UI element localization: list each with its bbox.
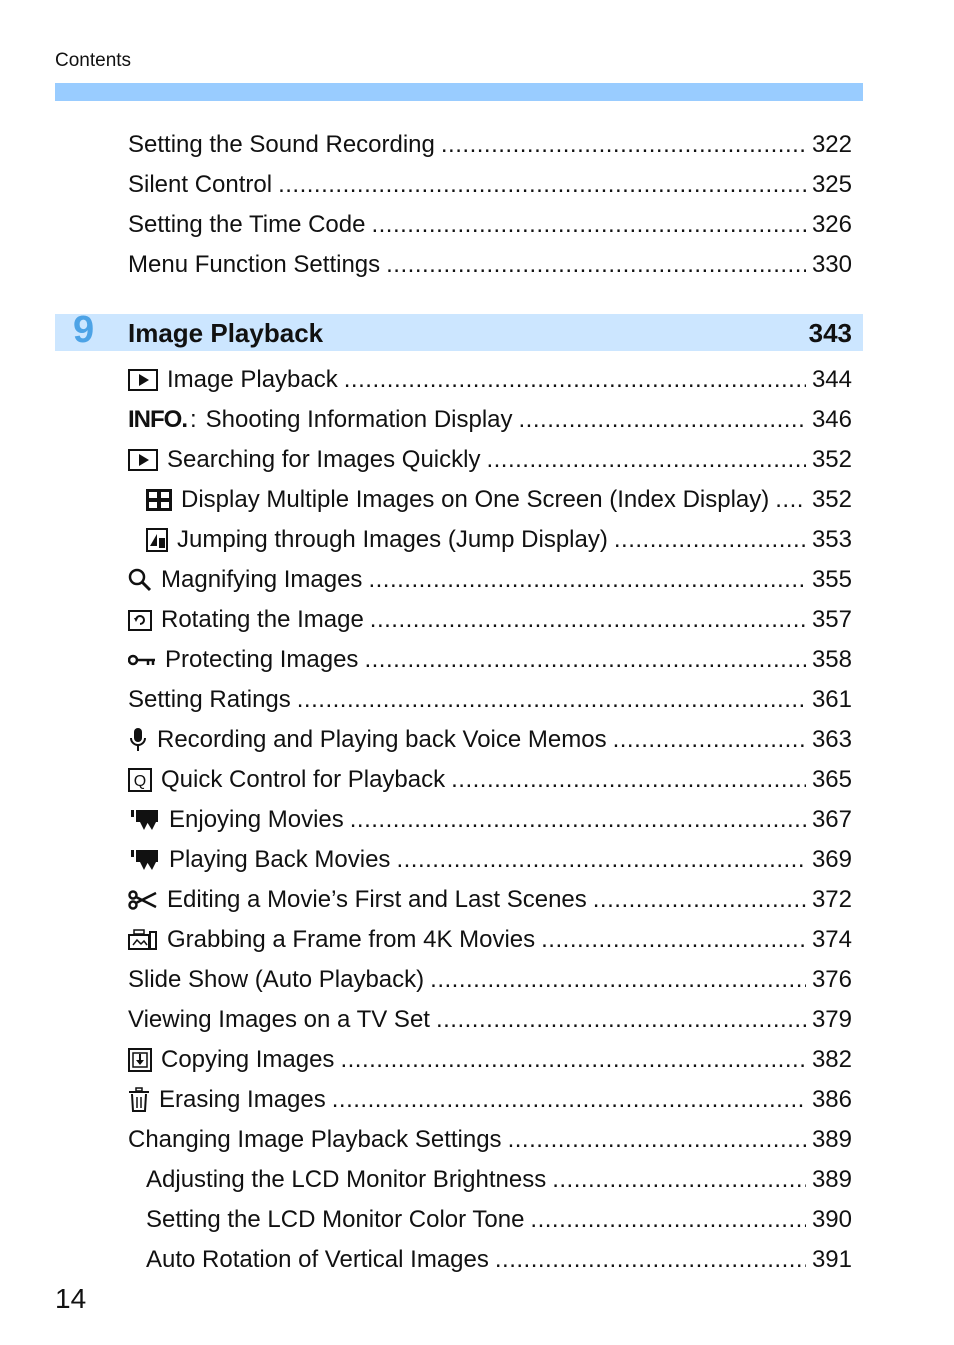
toc-entry-title: Erasing Images	[159, 1086, 326, 1113]
toc-entry-title: Image Playback	[167, 366, 338, 393]
chapter-page: 343	[808, 318, 852, 348]
toc-entry-page: 386	[811, 1086, 852, 1113]
toc-entry-title: Rotating the Image	[161, 606, 364, 633]
dot-leader	[368, 560, 806, 600]
dot-leader	[614, 520, 806, 560]
dot-leader	[552, 1160, 806, 1200]
toc-entry-title-group	[128, 880, 587, 920]
toc-entry-image-playback[interactable]	[128, 360, 852, 400]
toc-entry-title: Adjusting the LCD Monitor Brightness	[146, 1166, 547, 1193]
toc-entry-title: Recording and Playing back Voice Memos	[157, 726, 607, 753]
toc-entry-page: 389	[811, 1126, 852, 1153]
toc-entry-title-group	[128, 205, 365, 245]
toc-entry-title-group	[128, 245, 380, 285]
dot-leader	[344, 360, 806, 400]
toc-entry-menu-function-settings[interactable]	[128, 245, 852, 285]
toc-entry-title: Changing Image Playback Settings	[128, 1126, 502, 1153]
dot-leader	[530, 1200, 806, 1240]
toc-entry-playing-back-movies[interactable]	[128, 840, 852, 880]
toc-entry-title: Menu Function Settings	[128, 251, 381, 278]
toc-entry-title: Searching for Images Quickly	[167, 446, 481, 473]
toc-entry-title-group	[146, 480, 769, 520]
toc-block-2	[128, 360, 852, 1280]
toc-entry-auto-rotation-of-vertical-images[interactable]	[128, 1240, 852, 1280]
key-icon	[128, 653, 156, 667]
toc-entry-title-group	[128, 760, 445, 800]
toc-entry-title: Jumping through Images (Jump Display)	[177, 526, 608, 553]
dot-leader	[451, 760, 806, 800]
playback-icon	[128, 449, 158, 471]
toc-entry-page: 365	[811, 766, 852, 793]
toc-entry-page: 352	[811, 486, 852, 513]
toc-entry-title-group	[128, 800, 344, 840]
toc-entry-setting-ratings[interactable]	[128, 680, 852, 720]
toc-entry-page: 363	[811, 726, 852, 753]
dot-leader	[613, 720, 806, 760]
toc-entry-title-group	[128, 920, 535, 960]
toc-entry-title: Setting the Time Code	[128, 211, 366, 238]
toc-entry-copying-images[interactable]	[128, 1040, 852, 1080]
toc-entry-page: 389	[811, 1166, 852, 1193]
toc-entry-editing-a-movie-s-first-and-last-scenes[interactable]	[128, 880, 852, 920]
toc-entry-display-multiple-images-on-one-screen-index-display[interactable]	[128, 480, 852, 520]
dot-leader	[541, 920, 806, 960]
toc-entry-title: Enjoying Movies	[169, 806, 344, 833]
toc-entry-silent-control[interactable]	[128, 165, 852, 205]
toc-entry-viewing-images-on-a-tv-set[interactable]	[128, 1000, 852, 1040]
toc-entry-title-group	[146, 1160, 546, 1200]
toc-entry-setting-the-sound-recording[interactable]	[128, 125, 852, 165]
dot-leader	[593, 880, 806, 920]
dot-leader	[332, 1080, 806, 1120]
dot-leader	[486, 440, 805, 480]
page-number: 14	[55, 1283, 87, 1314]
info-icon-label: INFO.	[128, 406, 187, 433]
dot-leader	[340, 1040, 806, 1080]
quick-control-icon	[128, 768, 152, 792]
chapter-number: 9	[73, 309, 95, 351]
toc-entry-title: Setting Ratings	[128, 686, 291, 713]
dot-leader	[364, 640, 806, 680]
toc-entry-page: 361	[811, 686, 852, 713]
toc-entry-title-group	[128, 165, 272, 205]
toc-entry-title-group	[128, 400, 513, 440]
toc-entry-title: Grabbing a Frame from 4K Movies	[167, 926, 536, 953]
scissors-icon	[128, 890, 158, 910]
chapter-heading[interactable]	[55, 309, 863, 351]
info-icon: INFO. :	[128, 400, 197, 440]
toc-entry-grabbing-a-frame-from-4k-movies[interactable]	[128, 920, 852, 960]
toc-entry-adjusting-the-lcd-monitor-brightness[interactable]	[128, 1160, 852, 1200]
toc-entry-magnifying-images[interactable]	[128, 560, 852, 600]
toc-entry-title-group	[146, 520, 608, 560]
toc-entry-title-group	[128, 125, 435, 165]
toc-entry-page: 372	[811, 886, 852, 913]
toc-entry-title-group	[128, 680, 291, 720]
running-head: Contents	[55, 50, 132, 71]
toc-entry-enjoying-movies[interactable]	[128, 800, 852, 840]
toc-entry-title-group	[128, 440, 480, 480]
movie-camera-icon	[128, 809, 160, 831]
magnify-icon	[128, 568, 152, 592]
dot-leader	[441, 125, 806, 165]
toc-entry-title: Auto Rotation of Vertical Images	[146, 1246, 489, 1273]
toc-entry-slide-show-auto-playback[interactable]	[128, 960, 852, 1000]
toc-entry-erasing-images[interactable]	[128, 1080, 852, 1120]
svg-text:Q: Q	[133, 773, 147, 790]
toc-entry-page: 367	[811, 806, 852, 833]
toc-entry-page: 358	[811, 646, 852, 673]
trash-icon	[128, 1087, 150, 1113]
toc-entry-page: 390	[811, 1206, 852, 1233]
toc-entry-recording-and-playing-back-voice-memos[interactable]	[128, 720, 852, 760]
toc-entry-title-group	[128, 720, 607, 760]
microphone-icon	[128, 727, 148, 753]
jump-display-icon	[146, 528, 168, 552]
copy-icon	[128, 1048, 152, 1072]
toc-entry-title: Playing Back Movies	[169, 846, 391, 873]
toc-entry-title: Viewing Images on a TV Set	[128, 1006, 430, 1033]
toc-entry-page: 357	[811, 606, 852, 633]
dot-leader	[278, 165, 806, 205]
toc-entry-title-group	[128, 1120, 502, 1160]
movie-camera-icon	[128, 849, 160, 871]
dot-leader	[396, 840, 806, 880]
toc-entry-title: Copying Images	[161, 1046, 335, 1073]
toc-entry-protecting-images[interactable]	[128, 640, 852, 680]
toc-entry-title-group	[128, 960, 424, 1000]
dot-leader	[350, 800, 806, 840]
toc-entry-title-group	[128, 1040, 334, 1080]
toc-entry-page: 344	[811, 366, 852, 393]
toc-entry-title: Silent Control	[128, 171, 273, 198]
toc-entry-title: Editing a Movie’s First and Last Scenes	[167, 886, 587, 913]
toc-entry-page: 322	[811, 131, 852, 158]
toc-entry-title: Protecting Images	[165, 646, 359, 673]
rotate-icon	[128, 608, 152, 632]
toc-entry-page: 382	[811, 1046, 852, 1073]
toc-entry-title: Quick Control for Playback	[161, 766, 446, 793]
toc-entry-page: 346	[811, 406, 852, 433]
toc-entry-page: 326	[811, 211, 852, 238]
toc-entry-title-group	[146, 1240, 489, 1280]
toc-entry-page: 369	[811, 846, 852, 873]
dot-leader	[371, 205, 805, 245]
toc-entry-changing-image-playback-settings[interactable]	[128, 1120, 852, 1160]
toc-block-1	[128, 125, 852, 285]
toc-entry-title-group	[128, 640, 358, 680]
toc-entry-page: 379	[811, 1006, 852, 1033]
toc-entry-page: 355	[811, 566, 852, 593]
toc-entry-rotating-the-image[interactable]	[128, 600, 852, 640]
toc-entry-title: Setting the LCD Monitor Color Tone	[146, 1206, 525, 1233]
toc-entry-title: Setting the Sound Recording	[128, 131, 435, 158]
toc-entry-page: 352	[811, 446, 852, 473]
toc-entry-jumping-through-images-jump-display[interactable]	[128, 520, 852, 560]
toc-entry-page: 374	[811, 926, 852, 953]
toc-entry-title: Shooting Information Display	[205, 406, 513, 433]
toc-entry-quick-control-for-playback[interactable]	[128, 760, 852, 800]
toc-entry-title-group	[146, 1200, 524, 1240]
dot-leader	[430, 960, 806, 1000]
toc-entry-title-group	[128, 840, 390, 880]
toc-entry-page: 376	[811, 966, 852, 993]
toc-entry-title-group	[128, 560, 362, 600]
toc-entry-shooting-information-display[interactable]	[128, 400, 852, 440]
dot-leader	[519, 400, 806, 440]
toc-entry-page: 353	[811, 526, 852, 553]
dot-leader	[775, 480, 806, 520]
toc-entry-title: Slide Show (Auto Playback)	[128, 966, 425, 993]
toc-entry-title-group	[128, 360, 338, 400]
toc-entry-title: Display Multiple Images on One Screen (Index Display)	[181, 486, 770, 513]
toc-entry-title-group	[128, 1080, 326, 1120]
toc-entry-title-group	[128, 600, 364, 640]
toc-entry-page: 325	[811, 171, 852, 198]
toc-entry-searching-for-images-quickly[interactable]	[128, 440, 852, 480]
toc-entry-page: 330	[811, 251, 852, 278]
toc-entry-setting-the-lcd-monitor-color-tone[interactable]	[128, 1200, 852, 1240]
dot-leader	[370, 600, 806, 640]
dot-leader	[436, 1000, 806, 1040]
index-display-icon	[146, 489, 172, 511]
dot-leader	[386, 245, 806, 285]
chapter-title: Image Playback	[128, 318, 324, 348]
dot-leader	[297, 680, 806, 720]
dot-leader	[495, 1240, 806, 1280]
header-color-bar	[55, 83, 863, 101]
toc-entry-title: Magnifying Images	[161, 566, 363, 593]
toc-entry-title-group	[128, 1000, 430, 1040]
playback-icon	[128, 369, 158, 391]
toc-entry-setting-the-time-code[interactable]	[128, 205, 852, 245]
toc-entry-page: 391	[811, 1246, 852, 1273]
dot-leader	[508, 1120, 806, 1160]
frame-grab-icon	[128, 929, 158, 951]
